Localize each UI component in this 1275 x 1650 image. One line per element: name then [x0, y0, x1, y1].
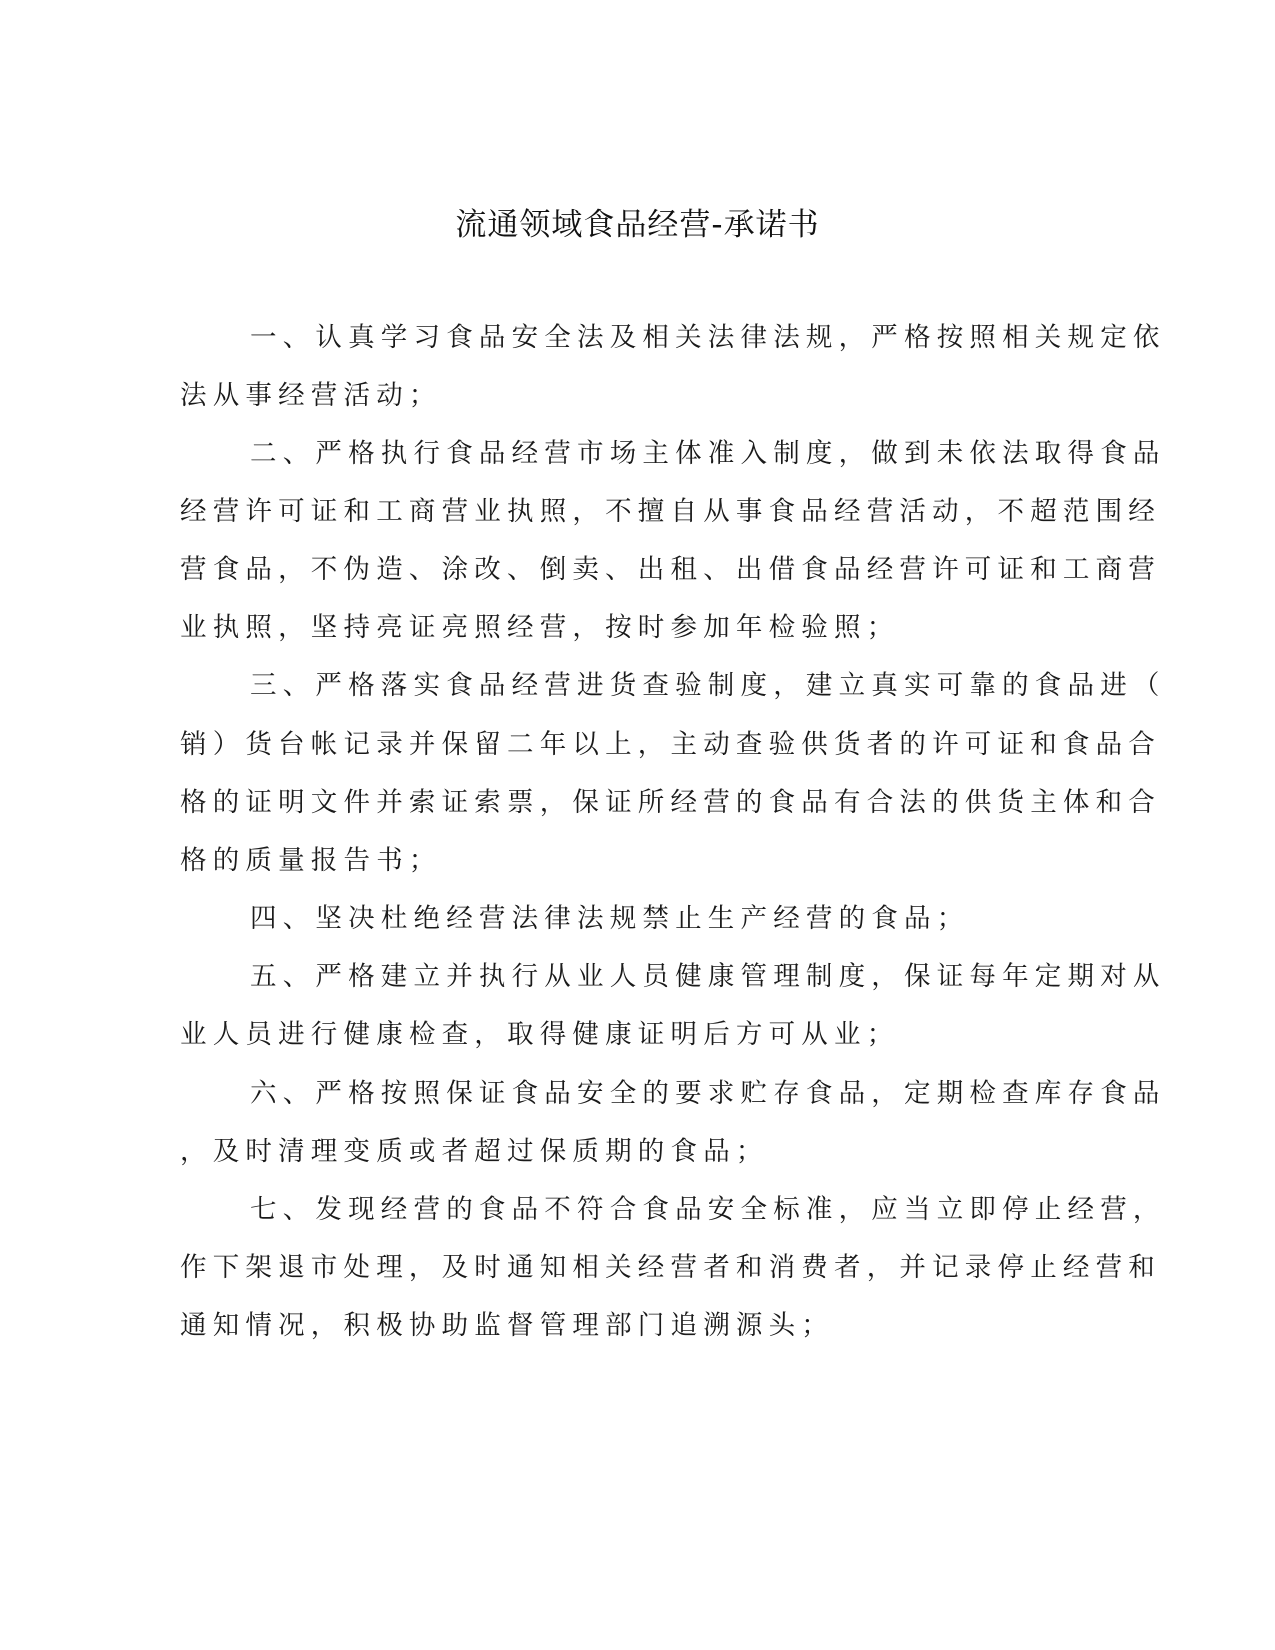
paragraph-line: 三、严格落实食品经营进货查验制度，建立真实可靠的食品进（	[250, 670, 1166, 701]
paragraph-line: 营食品，不伪造、涂改、倒卖、出租、出借食品经营许可证和工商营	[180, 554, 1161, 585]
document-title: 流通领域食品经营-承诺书	[455, 207, 820, 243]
paragraph-line: ，及时清理变质或者超过保质期的食品；	[180, 1136, 769, 1167]
paragraph-line: 经营许可证和工商营业执照，不擅自从事食品经营活动，不超范围经	[180, 496, 1161, 527]
paragraph-line: 通知情况，积极协助监督管理部门追溯源头；	[180, 1310, 834, 1341]
paragraph-line: 业执照，坚持亮证亮照经营，按时参加年检验照；	[180, 612, 900, 643]
paragraph-line: 一、认真学习食品安全法及相关法律法规，严格按照相关规定依	[250, 322, 1166, 353]
paragraph-line: 格的证明文件并索证索票，保证所经营的食品有合法的供货主体和合	[180, 787, 1161, 818]
paragraph-line: 四、坚决杜绝经营法律法规禁止生产经营的食品；	[250, 903, 970, 934]
paragraph-line: 作下架退市处理，及时通知相关经营者和消费者，并记录停止经营和	[180, 1252, 1161, 1283]
paragraph-line: 法从事经营活动；	[180, 380, 442, 411]
paragraph-line: 销）货台帐记录并保留二年以上，主动查验供货者的许可证和食品合	[180, 729, 1161, 760]
paragraph-line: 七、发现经营的食品不符合食品安全标准，应当立即停止经营，	[250, 1194, 1166, 1225]
paragraph-line: 二、严格执行食品经营市场主体准入制度，做到未依法取得食品	[250, 438, 1166, 469]
paragraph-line: 格的质量报告书；	[180, 845, 442, 876]
paragraph-line: 六、严格按照保证食品安全的要求贮存食品，定期检查库存食品	[250, 1078, 1166, 1109]
paragraph-line: 业人员进行健康检查，取得健康证明后方可从业；	[180, 1019, 900, 1050]
paragraph-line: 五、严格建立并执行从业人员健康管理制度，保证每年定期对从	[250, 961, 1166, 992]
